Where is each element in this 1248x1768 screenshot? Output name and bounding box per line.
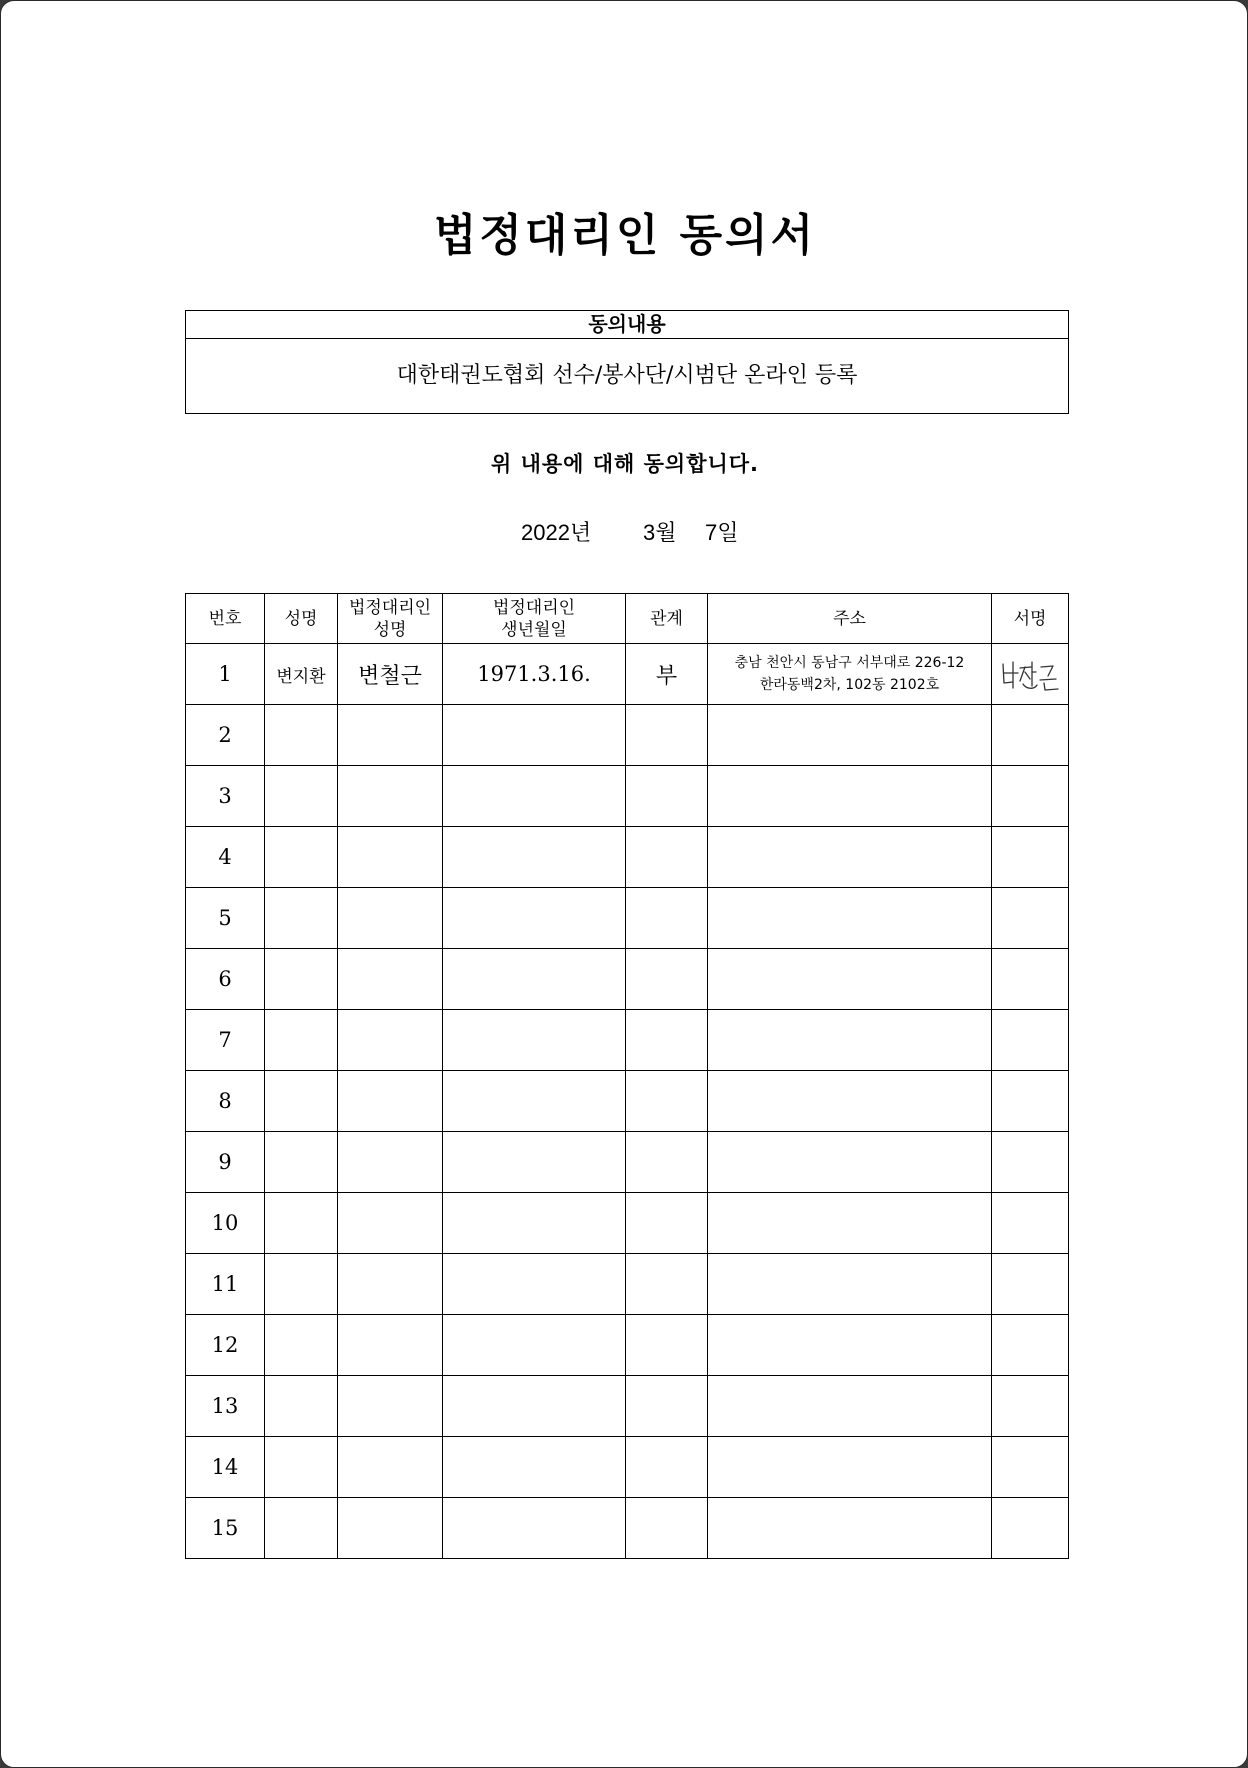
cell-address [708,949,992,1010]
cell-name [265,1315,338,1376]
cell-no: 8 [186,1071,265,1132]
cell-name [265,1498,338,1559]
cell-address [708,705,992,766]
cell-guardian-name [338,766,443,827]
table-row [186,766,1069,827]
header-guardian-birth-line2: 생년월일 [501,619,567,640]
cell-no: 14 [186,1437,265,1498]
cell-relation [626,1132,708,1193]
header-address: 주소 [708,594,992,644]
cell-guardian-name: 변철근 [338,644,443,705]
cell-signature [992,827,1069,888]
cell-address [708,1498,992,1559]
cell-signature [992,1376,1069,1437]
cell-address [708,644,992,705]
cell-name [265,766,338,827]
cell-relation [626,1315,708,1376]
header-no: 번호 [186,594,265,644]
cell-address [708,1376,992,1437]
cell-guardian-name [338,1193,443,1254]
cell-signature [992,1132,1069,1193]
cell-name [265,705,338,766]
cell-no: 10 [186,1193,265,1254]
table-row [186,949,1069,1010]
cell-guardian-name [338,1437,443,1498]
cell-relation [626,1376,708,1437]
cell-relation [626,1437,708,1498]
cell-guardian-name [338,705,443,766]
page-title: 법정대리인 동의서 [433,210,817,261]
cell-guardian-name [338,1376,443,1437]
date-month: 3월 [643,520,677,545]
cell-guardian-name [338,1132,443,1193]
cell-guardian-name [338,827,443,888]
cell-signature [992,644,1069,705]
table-row [186,1254,1069,1315]
cell-signature [992,888,1069,949]
cell-name [265,1376,338,1437]
cell-signature [992,949,1069,1010]
cell-guardian-birth [443,888,626,949]
cell-address [708,1254,992,1315]
consent-header: 동의내용 [186,311,1068,339]
cell-signature [992,1254,1069,1315]
consent-box [185,310,1069,414]
table-row [186,827,1069,888]
cell-relation [626,1010,708,1071]
header-signature: 서명 [992,594,1069,644]
cell-address [708,1315,992,1376]
cell-relation [626,949,708,1010]
cell-name [265,1193,338,1254]
agreement-statement: 위 내용에 대해 동의합니다. [490,452,760,476]
cell-name [265,1010,338,1071]
header-guardian-name-line1: 법정대리인 [348,597,432,618]
cell-relation [626,1193,708,1254]
cell-no: 9 [186,1132,265,1193]
cell-no: 1 [186,644,265,705]
guardian-table [185,593,1069,1559]
cell-relation: 부 [626,644,708,705]
cell-guardian-birth [443,1376,626,1437]
cell-no: 12 [186,1315,265,1376]
cell-no: 5 [186,888,265,949]
cell-name [265,1071,338,1132]
address-line2: 한라동백2차, 102동 2102호 [759,677,940,693]
cell-guardian-birth [443,949,626,1010]
cell-guardian-name [338,1071,443,1132]
table-row [186,888,1069,949]
header-guardian-birth-line1: 법정대리인 [492,597,576,618]
header-guardian-name [338,594,443,644]
handwritten-signature [998,654,1062,694]
header-relation: 관계 [626,594,708,644]
cell-guardian-birth: 1971.3.16. [443,644,626,705]
cell-no: 15 [186,1498,265,1559]
table-row [186,1376,1069,1437]
cell-name [265,888,338,949]
cell-name [265,949,338,1010]
header-guardian-birth [443,594,626,644]
cell-guardian-birth [443,1010,626,1071]
cell-relation [626,888,708,949]
cell-relation [626,1498,708,1559]
cell-signature [992,1071,1069,1132]
cell-address [708,1193,992,1254]
cell-signature [992,1315,1069,1376]
table-header-row [186,594,1069,644]
cell-name [265,1132,338,1193]
cell-no: 4 [186,827,265,888]
table-row [186,644,1069,705]
cell-guardian-name [338,1010,443,1071]
cell-name [265,1254,338,1315]
cell-signature [992,1437,1069,1498]
cell-relation [626,827,708,888]
cell-address [708,1010,992,1071]
cell-guardian-name [338,1254,443,1315]
cell-address [708,827,992,888]
cell-relation [626,705,708,766]
table-row [186,1132,1069,1193]
cell-guardian-birth [443,1193,626,1254]
table-row [186,1315,1069,1376]
cell-no: 2 [186,705,265,766]
cell-address [708,766,992,827]
cell-signature [992,1498,1069,1559]
cell-name: 변지환 [265,644,338,705]
cell-guardian-name [338,1498,443,1559]
cell-no: 11 [186,1254,265,1315]
cell-guardian-birth [443,1254,626,1315]
cell-address [708,1071,992,1132]
cell-signature [992,1010,1069,1071]
cell-relation [626,1071,708,1132]
cell-guardian-name [338,949,443,1010]
cell-guardian-birth [443,766,626,827]
cell-guardian-name [338,1315,443,1376]
table-row [186,1498,1069,1559]
consent-body: 대한태권도협회 선수/봉사단/시범단 온라인 등록 [396,363,858,388]
cell-address [708,1437,992,1498]
cell-no: 3 [186,766,265,827]
header-name: 성명 [265,594,338,644]
cell-no: 7 [186,1010,265,1071]
cell-no: 13 [186,1376,265,1437]
cell-name [265,827,338,888]
consent-date [521,516,739,547]
cell-guardian-birth [443,1437,626,1498]
cell-guardian-birth [443,705,626,766]
table-row [186,705,1069,766]
table-row [186,1071,1069,1132]
cell-guardian-birth [443,1071,626,1132]
cell-signature [992,766,1069,827]
cell-relation [626,766,708,827]
cell-guardian-birth [443,827,626,888]
table-row [186,1193,1069,1254]
address-line1: 충남 천안시 동남구 서부대로 226-12 [734,655,965,671]
cell-guardian-birth [443,1132,626,1193]
cell-guardian-name [338,888,443,949]
date-year: 2022년 [521,520,592,545]
cell-address [708,888,992,949]
date-day: 7일 [705,520,739,545]
cell-address [708,1132,992,1193]
cell-relation [626,1254,708,1315]
cell-guardian-birth [443,1315,626,1376]
cell-no: 6 [186,949,265,1010]
table-row [186,1437,1069,1498]
table-row [186,1010,1069,1071]
cell-name [265,1437,338,1498]
cell-signature [992,705,1069,766]
cell-guardian-birth [443,1498,626,1559]
cell-signature [992,1193,1069,1254]
header-guardian-name-line2: 성명 [373,619,407,640]
